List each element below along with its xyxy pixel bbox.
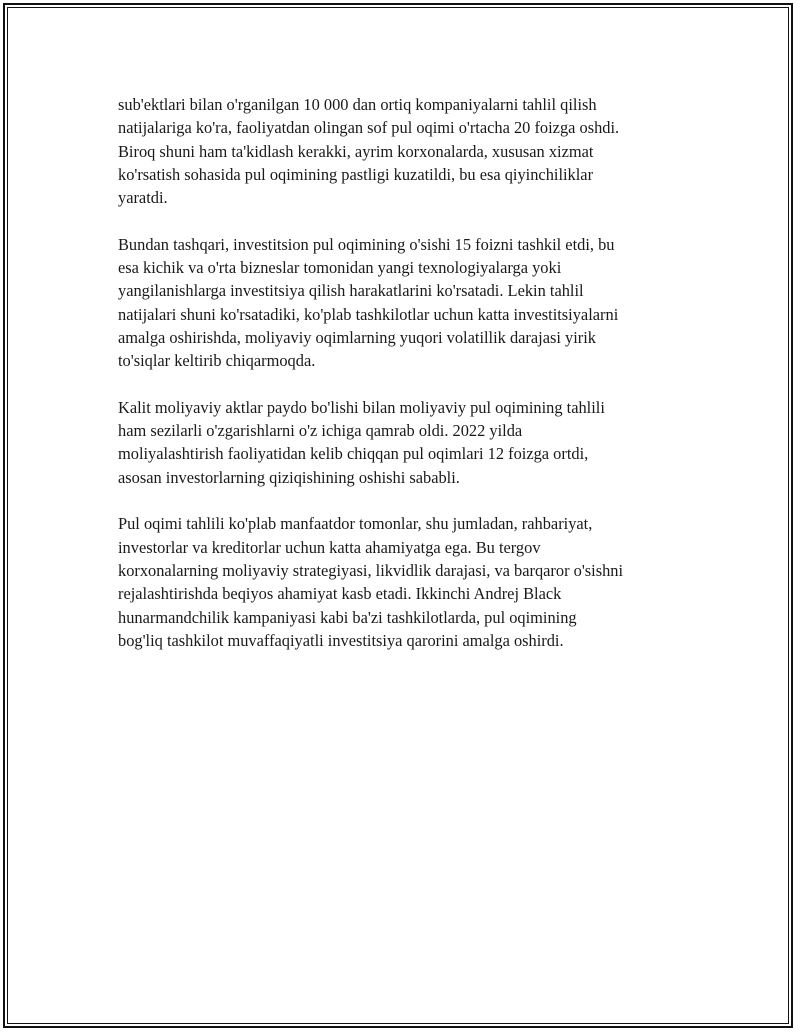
text-line: korxonalarning moliyaviy strategiyasi, likvidlik darajasi, va barqaror o'sishni [118,560,624,580]
text-line: yangilanishlarga investitsiya qilish harakatlarini ko'rsatadi. Lekin tahlil [118,281,584,301]
text-line: investorlar va kreditorlar uchun katta ahamiyatga ega. Bu tergov [118,537,541,557]
text-line: asosan investorlarning qiziqishining oshishi sababli. [118,467,460,487]
text-line: to'siqlar keltirib chiqarmoqda. [118,351,316,371]
text-line: natijalari shuni ko'rsatadiki, ko'plab tashkilotlar uchun katta investitsiyalarni [118,304,619,324]
text-line: amalga oshirishda, moliyaviy oqimlarning yuqori volatillik darajasi yirik [118,327,596,347]
document-page [3,3,793,1028]
document-body [118,93,693,675]
text-line: ham sezilarli o'zgarishlarni o'z ichiga qamrab oldi. 2022 yilda [118,421,523,441]
text-line: hunarmandchilik kampaniyasi kabi ba'zi tashkilotlarda, pul oqimining [118,607,577,627]
text-line: rejalashtirishda beqiyos ahamiyat kasb etadi. Ikkinchi Andrej Black [118,584,562,604]
text-line: Biroq shuni ham ta'kidlash kerakki, ayrim korxonalarda, xususan xizmat [118,141,594,161]
text-line: natijalariga ko'ra, faoliyatdan olingan sof pul oqimi o'rtacha 20 foizga oshdi. [118,118,620,138]
paragraph-2 [118,233,693,373]
paragraph-3 [118,396,693,489]
text-line: Pul oqimi tahlili ko'plab manfaatdor tomonlar, shu jumladan, rahbariyat, [118,514,593,534]
paragraph-4 [118,512,693,652]
text-line: esa kichik va o'rta bizneslar tomonidan yangi texnologiyalarga yoki [118,258,562,278]
text-line: Bundan tashqari, investitsion pul oqimining o'sishi 15 foizni tashkil etdi, bu [118,234,615,254]
text-line: Kalit moliyaviy aktlar paydo bo'lishi bilan moliyaviy pul oqimining tahlili [118,397,605,417]
text-line: bog'liq tashkilot muvaffaqiyatli investitsiya qarorini amalga oshirdi. [118,630,564,650]
text-line: moliyalashtirish faoliyatidan kelib chiqqan pul oqimlari 12 foizga ortdi, [118,444,589,464]
paragraph-1 [118,93,693,209]
text-line: ko'rsatish sohasida pul oqimining pastligi kuzatildi, bu esa qiyinchiliklar [118,164,594,184]
text-line: sub'ektlari bilan o'rganilgan 10 000 dan ortiq kompaniyalarni tahlil qilish [118,95,597,114]
text-line: yaratdi. [118,188,168,208]
